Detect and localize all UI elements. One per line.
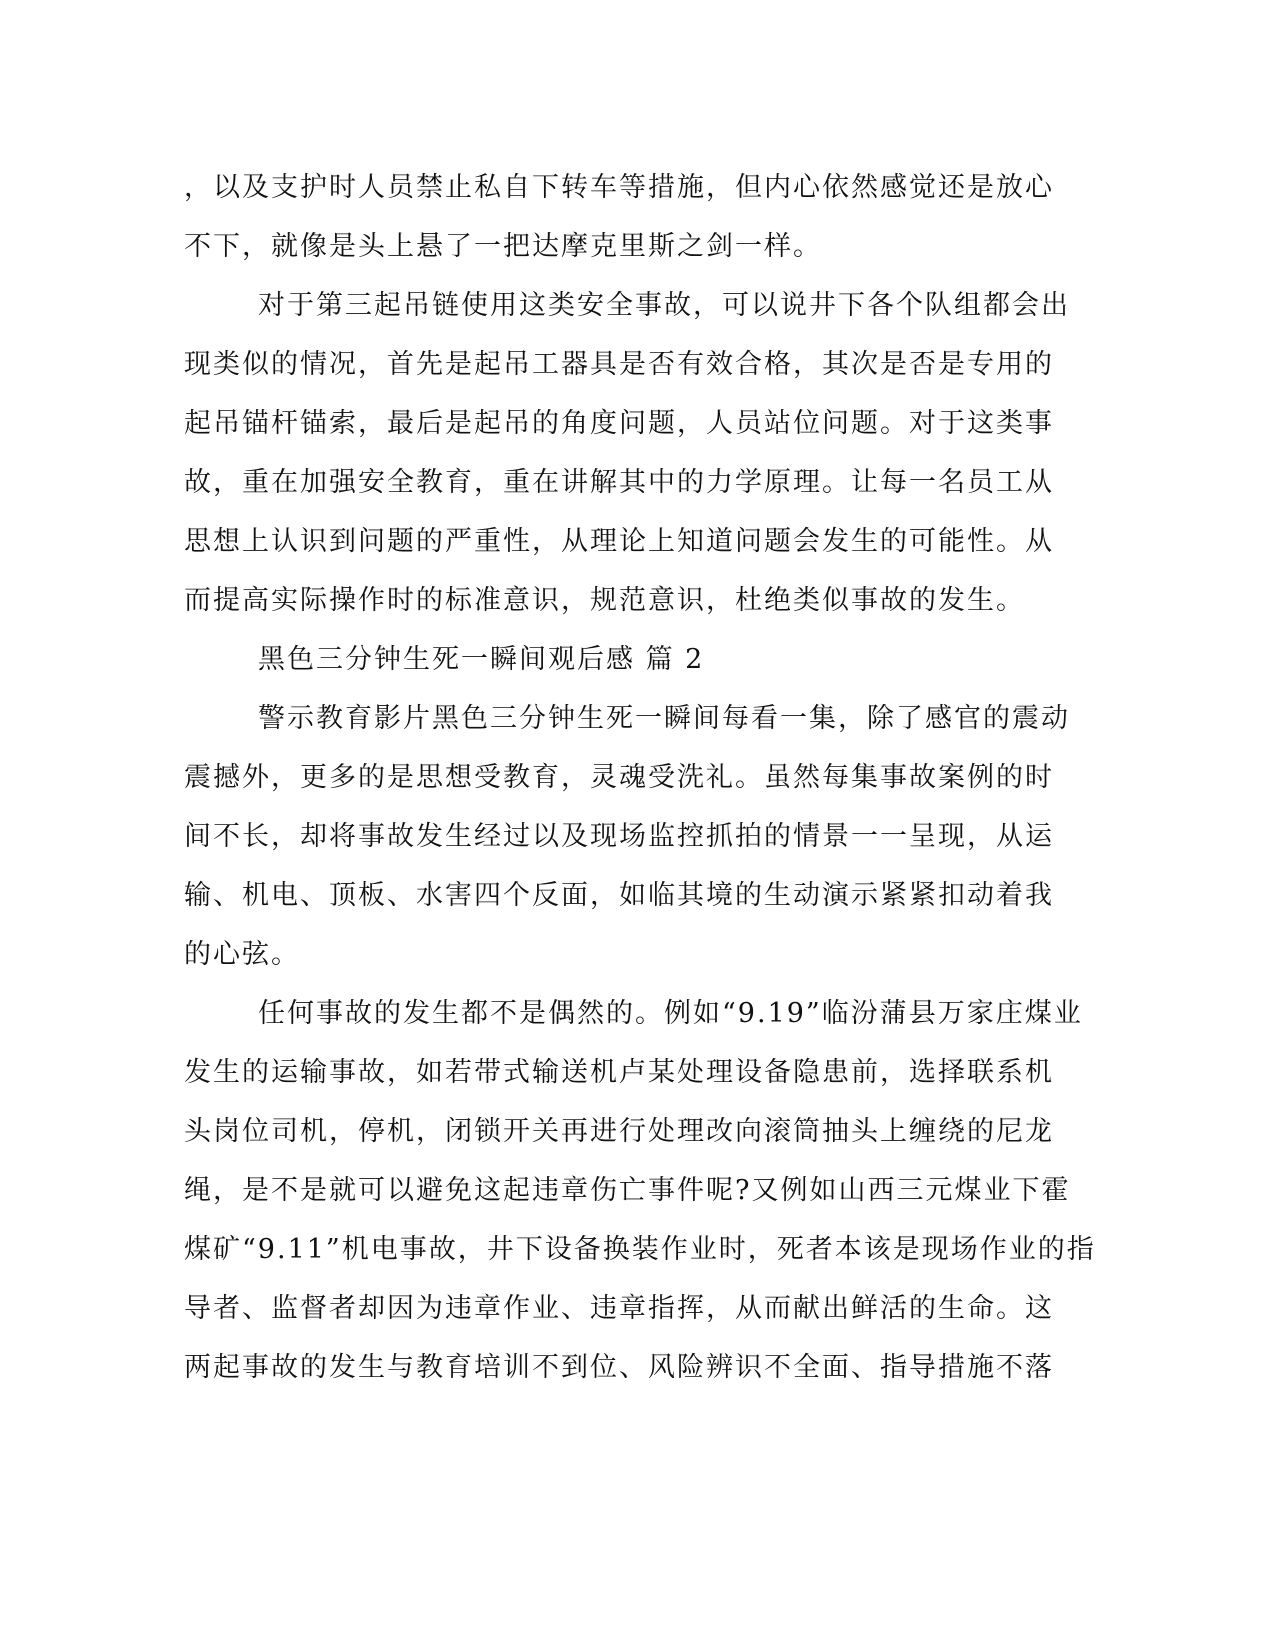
- paragraph-line: 输、机电、顶板、水害四个反面，如临其境的生动演示紧紧扣动着我: [184, 880, 1054, 911]
- paragraph-line: 煤矿“9.11”机电事故，井下设备换装作业时，死者本该是现场作业的指: [184, 1234, 1096, 1265]
- paragraph-first-line: 对于第三起吊链使用这类安全事故，可以说井下各个队组都会出: [258, 290, 1070, 321]
- paragraph-line: 两起事故的发生与教育培训不到位、风险辨识不全面、指导措施不落: [184, 1352, 1054, 1383]
- paragraph-line: 不下，就像是头上悬了一把达摩克里斯之剑一样。: [184, 231, 822, 262]
- paragraph-line: 头岗位司机，停机，闭锁开关再进行处理改向滚筒抽头上缠绕的尼龙: [184, 1116, 1054, 1147]
- document-body: [184, 158, 1096, 1397]
- paragraph-line: 间不长，却将事故发生经过以及现场监控抓拍的情景一一呈现，从运: [184, 821, 1054, 852]
- paragraph-line: 而提高实际操作时的标准意识，规范意识，杜绝类似事故的发生。: [184, 585, 1025, 616]
- paragraph-line: 导者、监督者却因为违章作业、违章指挥，从而献出鲜活的生命。这: [184, 1293, 1054, 1324]
- paragraph-first-line: 警示教育影片黑色三分钟生死一瞬间每看一集，除了感官的震动: [258, 703, 1070, 734]
- paragraph-line: 绳，是不是就可以避免这起违章伤亡事件呢?又例如山西三元煤业下霍: [184, 1175, 1071, 1206]
- paragraph-line: 现类似的情况，首先是起吊工器具是否有效合格，其次是否是专用的: [184, 349, 1054, 380]
- paragraph-line: ，以及支护时人员禁止私自下转车等措施，但内心依然感觉还是放心: [184, 172, 1054, 203]
- paragraph-line: 发生的运输事故，如若带式输送机卢某处理设备隐患前，选择联系机: [184, 1057, 1054, 1088]
- paragraph-line: 思想上认识到问题的严重性，从理论上知道问题会发生的可能性。从: [184, 526, 1054, 557]
- paragraph-line: 震撼外，更多的是思想受教育，灵魂受洗礼。虽然每集事故案例的时: [184, 762, 1054, 793]
- paragraph-line: 的心弦。: [184, 939, 300, 970]
- paragraph-line: 故，重在加强安全教育，重在讲解其中的力学原理。让每一名员工从: [184, 467, 1054, 498]
- paragraph-line: 起吊锚杆锚索，最后是起吊的角度问题，人员站位问题。对于这类事: [184, 408, 1054, 439]
- section-heading: 黑色三分钟生死一瞬间观后感 篇 2: [258, 644, 705, 675]
- paragraph-first-line: 任何事故的发生都不是偶然的。例如“9.19”临汾蒲县万家庄煤业: [258, 998, 1083, 1029]
